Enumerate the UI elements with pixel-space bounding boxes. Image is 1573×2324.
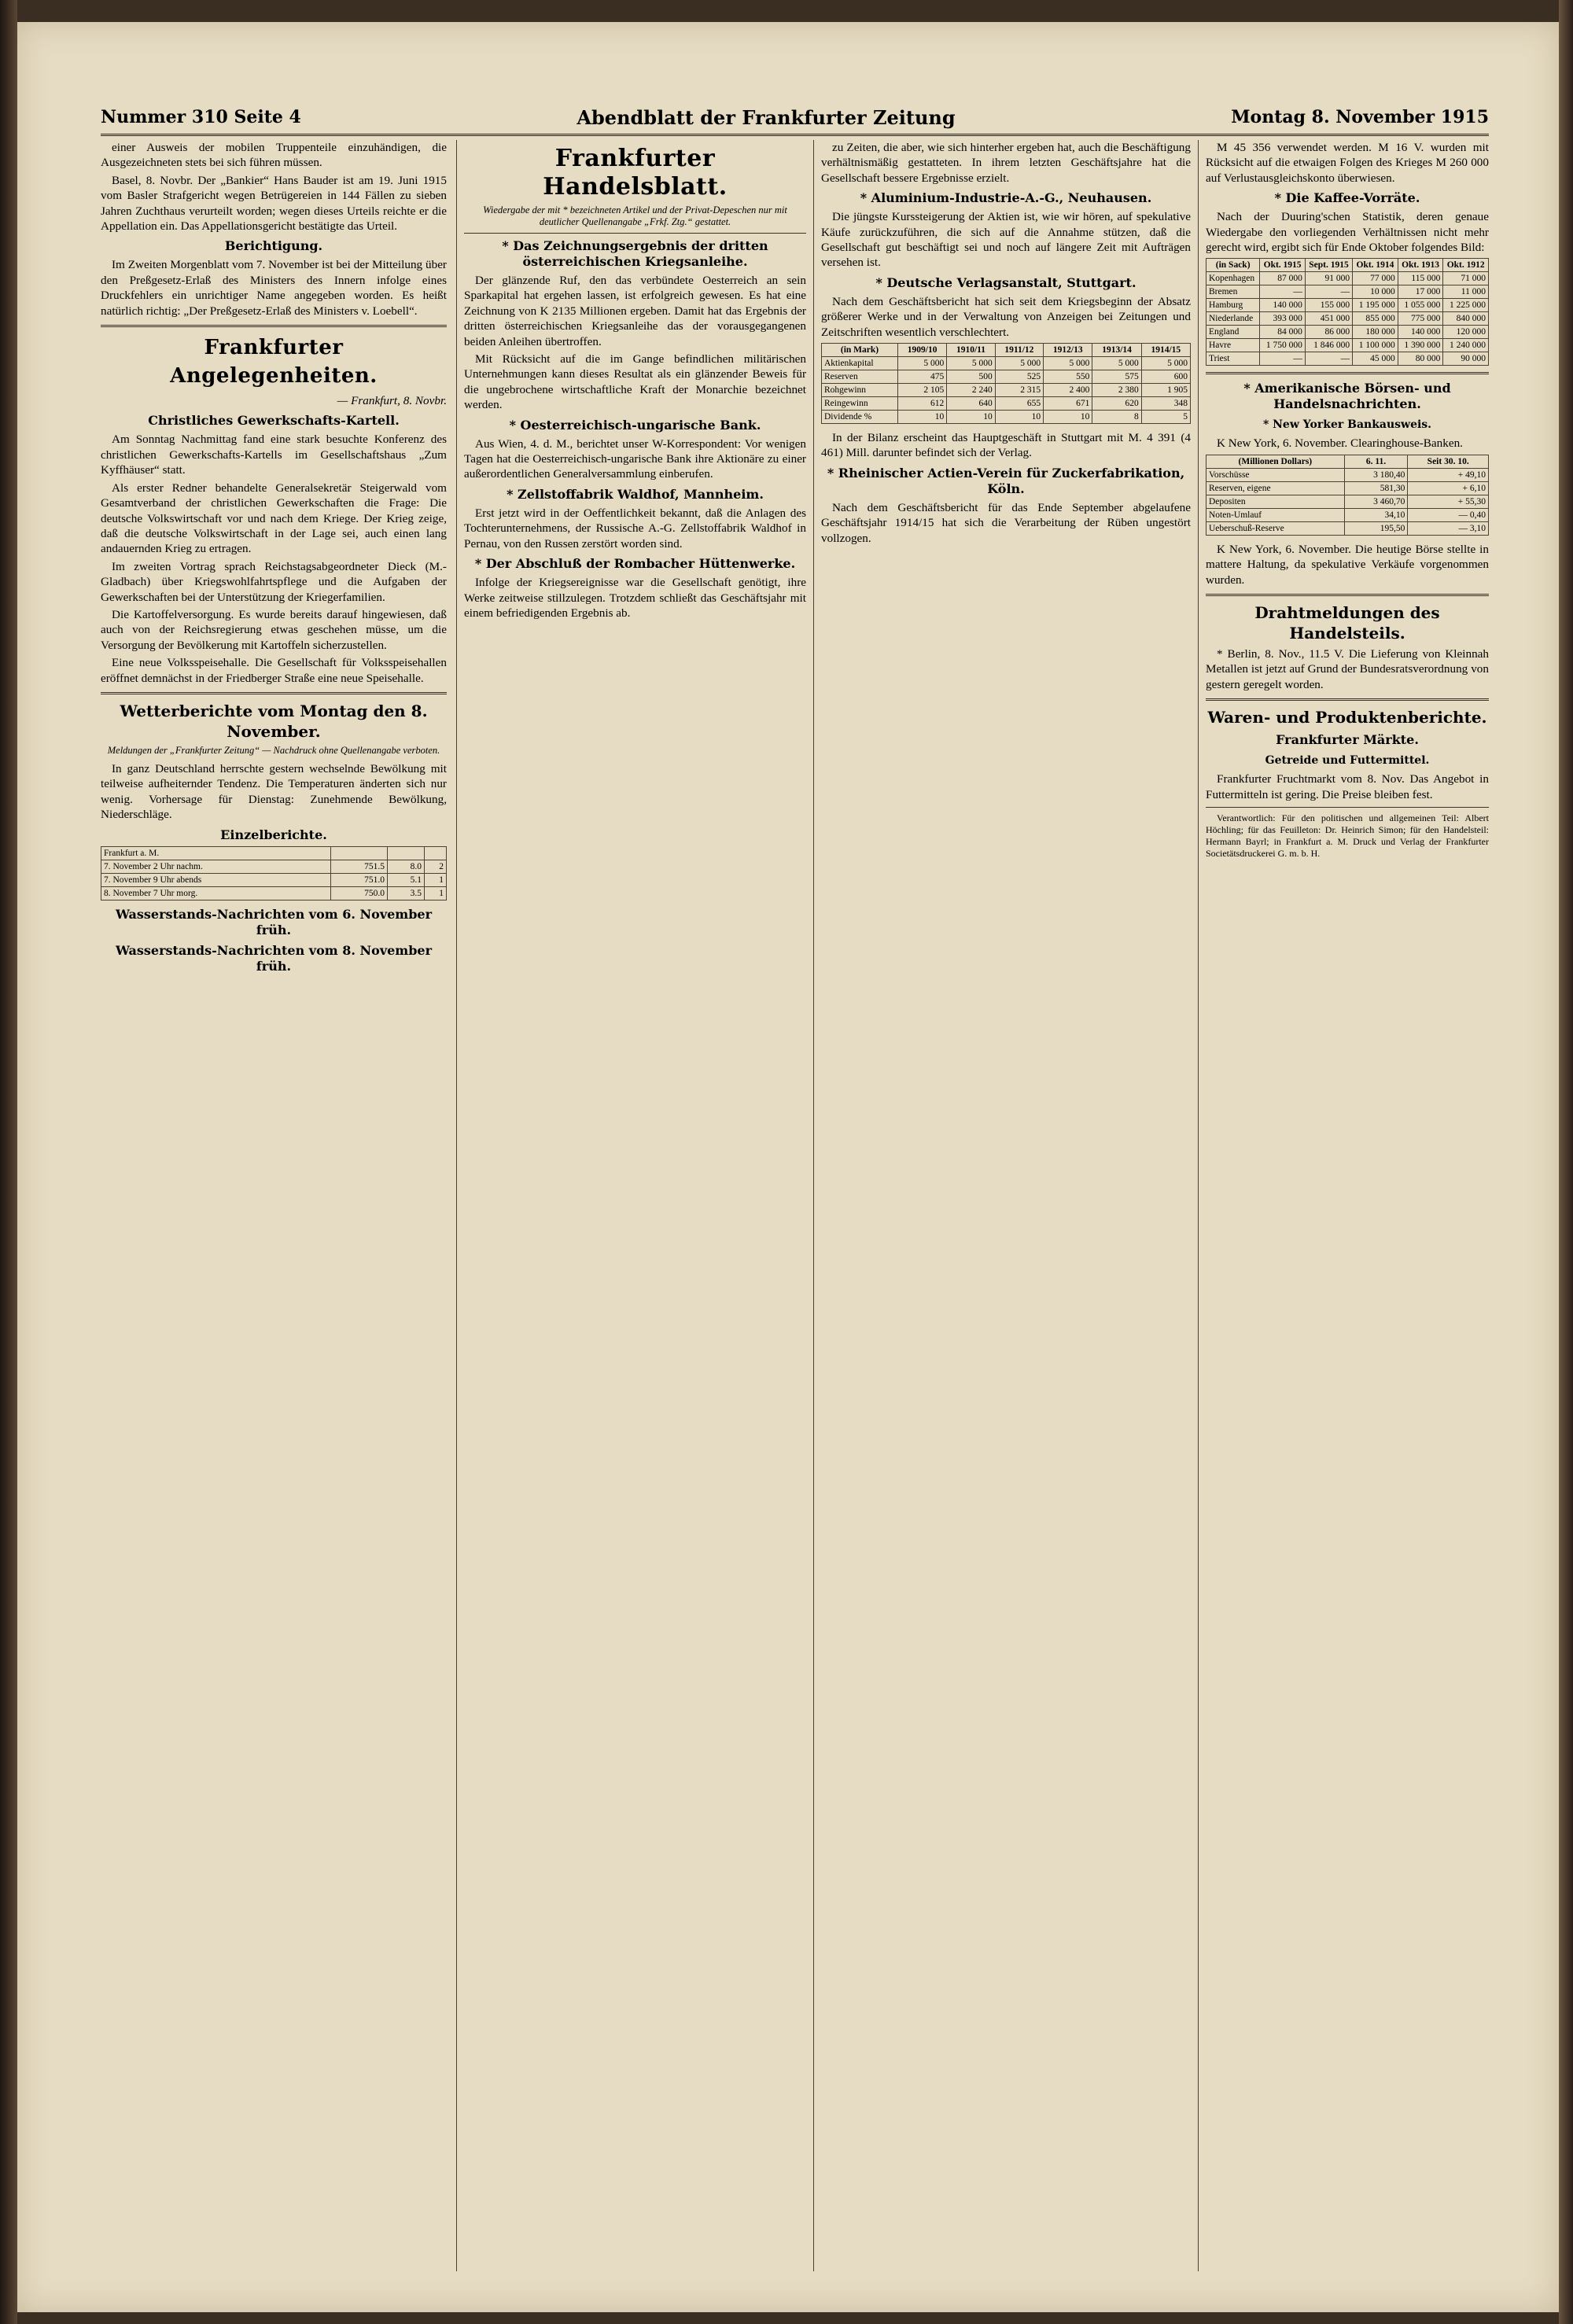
section-title: * Amerikanische Börsen- und Handelsnachrichten. xyxy=(1243,381,1451,412)
table-row xyxy=(101,846,447,860)
table-cell: 393 000 xyxy=(1260,312,1306,326)
table-cell: 600 xyxy=(1141,370,1190,384)
table-header: Okt. 1914 xyxy=(1353,259,1398,272)
article-title: * New Yorker Bankausweis. xyxy=(1262,418,1432,432)
table-cell: 840 000 xyxy=(1443,312,1489,326)
table-cell: Triest xyxy=(1206,352,1260,366)
table-cell: 5 xyxy=(1141,411,1190,424)
table-header: 1909/10 xyxy=(897,344,946,357)
table-cell: 671 xyxy=(1044,397,1092,411)
table-row xyxy=(822,397,1191,411)
article-paragraph: Mit Rücksicht auf die im Gange befindlichen militärischen Unternehmungen kann dieses Resultat als ein glänzender Beweis für die ungebrochene wirtschaftliche Kraft der Monarchie bezeichnet werden. xyxy=(464,352,806,412)
table-cell: Dividende % xyxy=(822,411,898,424)
article-title: * Aluminium-Industrie-A.-G., Neuhausen. xyxy=(860,190,1152,206)
table-cell: 8. November 7 Uhr morg. xyxy=(101,886,331,900)
table-cell: 86 000 xyxy=(1305,326,1352,339)
table-cell: 7. November 9 Uhr abends xyxy=(101,873,331,886)
table-cell: 2 315 xyxy=(995,384,1043,397)
table-row xyxy=(822,357,1191,370)
divider xyxy=(1206,807,1489,808)
weather-table xyxy=(101,846,447,901)
table-row xyxy=(1206,481,1489,495)
balance-table xyxy=(821,343,1191,424)
table-cell: 10 000 xyxy=(1353,285,1398,299)
section-title: Wetterberichte vom Montag den 8. November. xyxy=(120,701,428,741)
table-cell: 155 000 xyxy=(1305,299,1352,312)
section-title: Frankfurter Handelsblatt. xyxy=(543,145,728,201)
table-cell: 180 000 xyxy=(1353,326,1398,339)
imprint: Verantwortlich: Für den politischen und allgemeinen Teil: Albert Höchling; für das Feuilleton: Dr. Heinrich Simon; für den Handelsteil: Hermann Bayrl; in Frankfurt a. M. Druck und Verlag der Frankfurter Societätsdruckerei G. m. b. H. xyxy=(1206,812,1489,860)
table-cell: Ueberschuß-Reserve xyxy=(1206,521,1345,535)
article-paragraph: Aus Wien, 4. d. M., berichtet unser W-Korrespondent: Vor wenigen Tagen hat die Oesterreichisch-ungarische Bank ihre Aktionäre zu einer außerordentlichen Generalversammlung einberufen. xyxy=(464,436,806,481)
section-title: Waren- und Produktenberichte. xyxy=(1207,708,1487,727)
table-cell: — 3,10 xyxy=(1408,521,1489,535)
article-paragraph: Erst jetzt wird in der Oeffentlichkeit bekannt, daß die Anlagen des Tochterunternehmens, der Russische A.-G. Zellstoffabrik Waldhof in Pernau, von den Russen zerstört worden sind. xyxy=(464,506,806,551)
article-paragraph: Die Kartoffelversorgung. Es wurde bereits darauf hingewiesen, daß auch von der Reichsregierung etwas geschehen müsse, um die Versorgung der Bevölkerung mit Kartoffeln sicherzustellen. xyxy=(101,607,447,652)
section-heading: Wasserstands-Nachrichten vom 8. November früh. xyxy=(115,942,433,974)
table-cell: 17 000 xyxy=(1398,285,1443,299)
table-cell: 5 000 xyxy=(897,357,946,370)
divider xyxy=(101,325,447,327)
table-cell: 1 055 000 xyxy=(1398,299,1443,312)
masthead-title: Abendblatt der Frankfurter Zeitung xyxy=(577,105,956,129)
table-cell: Depositen xyxy=(1206,495,1345,508)
table-cell: 612 xyxy=(897,397,946,411)
table-cell: 581,30 xyxy=(1344,481,1408,495)
table-cell: — xyxy=(1305,352,1352,366)
table-cell: Reingewinn xyxy=(822,397,898,411)
bank-table xyxy=(1206,455,1489,536)
table-cell: 1 750 000 xyxy=(1260,339,1306,352)
table-cell: + 49,10 xyxy=(1408,468,1489,481)
table-cell: 115 000 xyxy=(1398,272,1443,285)
table-cell: 11 000 xyxy=(1443,285,1489,299)
table-cell: 575 xyxy=(1092,370,1141,384)
scan-edge-left xyxy=(0,0,17,2324)
table-cell: Vorschüsse xyxy=(1206,468,1345,481)
article-title: * Das Zeichnungsergebnis der dritten österreichischen Kriegsanleihe. xyxy=(502,238,768,269)
table-header: Sept. 1915 xyxy=(1305,259,1352,272)
table-cell: 84 000 xyxy=(1260,326,1306,339)
table-cell: 5 000 xyxy=(1141,357,1190,370)
article-paragraph: K New York, 6. November. Clearinghouse-Banken. xyxy=(1217,436,1463,451)
table-cell: Niederlande xyxy=(1206,312,1260,326)
table-cell: 140 000 xyxy=(1260,299,1306,312)
table-cell: 3.5 xyxy=(388,886,425,900)
table-cell: 120 000 xyxy=(1443,326,1489,339)
table-row xyxy=(101,873,447,886)
table-row xyxy=(1206,521,1489,535)
table-cell xyxy=(388,846,425,860)
table-row xyxy=(1206,299,1489,312)
table-cell: + 6,10 xyxy=(1408,481,1489,495)
table-cell: 5 000 xyxy=(1044,357,1092,370)
table-cell: — xyxy=(1305,285,1352,299)
table-row xyxy=(1206,339,1489,352)
table-cell: + 55,30 xyxy=(1408,495,1489,508)
table-cell: 1 xyxy=(424,873,446,886)
table-header: (Millionen Dollars) xyxy=(1206,455,1345,468)
table-header: 1910/11 xyxy=(947,344,995,357)
table-cell: 45 000 xyxy=(1353,352,1398,366)
table-cell: 775 000 xyxy=(1398,312,1443,326)
table-cell: 90 000 xyxy=(1443,352,1489,366)
table-cell: 10 xyxy=(995,411,1043,424)
table-row xyxy=(1206,508,1489,521)
table-cell: 2 240 xyxy=(947,384,995,397)
table-cell: 2 400 xyxy=(1044,384,1092,397)
table-cell xyxy=(330,846,387,860)
article-subtitle: Getreide und Futtermittel. xyxy=(1265,754,1430,768)
article-paragraph: zu Zeiten, die aber, wie sich hinterher ergeben hat, auch die Beschäftigung verhältnismäßig gestatteten. In ihrem letzten Geschäftsjahre hat die Gesellschaft bessere Ergebnisse erzielt. xyxy=(821,141,1191,185)
table-cell: England xyxy=(1206,326,1260,339)
section-subtitle: Wiedergabe der mit * bezeichneten Artikel und der Privat-Depeschen nur mit deutlicher Quellenangabe „Frkf. Ztg.“ gestattet. xyxy=(483,204,787,227)
table-header: Okt. 1913 xyxy=(1398,259,1443,272)
table-cell: Kopenhagen xyxy=(1206,272,1260,285)
article-paragraph: Als erster Redner behandelte Generalsekretär Steigerwald vom Gesamtverband der christlichen Gewerkschaften die Frage: Die deutsche Volkswirtschaft vor und nach dem Kriege. Der Krieg zeige, daß die deutsche Volkswirtschaft in der Lage sei, auch einen lang andauernden Krieg zu ertragen. xyxy=(101,481,447,556)
article-paragraph: Nach der Duuring'schen Statistik, deren genaue Wiedergabe den vorliegenden Verhältnissen nicht mehr gerecht wird, ergibt sich für Ende Oktober folgendes Bild: xyxy=(1206,210,1489,255)
article-paragraph: Basel, 8. Novbr. Der „Bankier“ Hans Bauder ist am 19. Juni 1915 vom Basler Strafgericht wegen Betrügereien in 144 Fällen zu sieben Jahren Zuchthaus verurteilt worden; wegen dieses Urteils reichte er die Appellation ein. Das Appellationsgericht bestätigte das Urteil. xyxy=(101,173,447,234)
table-header: 1913/14 xyxy=(1092,344,1141,357)
table-row xyxy=(822,411,1191,424)
table-header: 1912/13 xyxy=(1044,344,1092,357)
table-row xyxy=(1206,272,1489,285)
table-cell: 550 xyxy=(1044,370,1092,384)
column-rule xyxy=(813,140,814,2271)
table-row xyxy=(1206,285,1489,299)
table-cell: 1 100 000 xyxy=(1353,339,1398,352)
table-cell: 348 xyxy=(1141,397,1190,411)
table-cell xyxy=(424,846,446,860)
table-cell: 2 380 xyxy=(1092,384,1141,397)
table-cell: 1 905 xyxy=(1141,384,1190,397)
table-cell: 8 xyxy=(1092,411,1141,424)
table-cell: 140 000 xyxy=(1398,326,1443,339)
column-1 xyxy=(101,140,447,2279)
table-header-row xyxy=(1206,455,1489,468)
table-row xyxy=(822,370,1191,384)
article-title: * Die Kaffee-Vorräte. xyxy=(1274,190,1420,206)
table-header: 6. 11. xyxy=(1344,455,1408,468)
section-subtitle: Meldungen der „Frankfurter Zeitung“ — Nachdruck ohne Quellenangabe verboten. xyxy=(107,744,440,756)
table-cell: 91 000 xyxy=(1305,272,1352,285)
section-heading: Berichtigung. xyxy=(224,238,323,254)
article-title: * Rheinischer Actien-Verein für Zuckerfabrikation, Köln. xyxy=(827,465,1185,496)
article-paragraph: M 45 356 verwendet werden. M 16 V. wurden mit Rücksicht auf die etwaigen Folgen des Krieges M 260 000 auf Verlustausgleichskonto überwiesen. xyxy=(1206,141,1489,185)
table-row xyxy=(1206,312,1489,326)
table-header-row xyxy=(822,344,1191,357)
article-paragraph: * Berlin, 8. Nov., 11.5 V. Die Lieferung von Kleinnah Metallen ist jetzt auf Grund der Bundesratsverordnung von gestern geregelt worden. xyxy=(1206,647,1489,691)
table-cell: 8.0 xyxy=(388,860,425,873)
article-paragraph: einer Ausweis der mobilen Truppenteile einzuhändigen, die Ausgezeichneten stets bei sich führen müssen. xyxy=(101,141,447,170)
table-cell: 750.0 xyxy=(330,886,387,900)
column-rule xyxy=(456,140,457,2271)
table-cell: 1 240 000 xyxy=(1443,339,1489,352)
table-cell: 195,50 xyxy=(1344,521,1408,535)
table-cell: Reserven xyxy=(822,370,898,384)
table-cell: Rohgewinn xyxy=(822,384,898,397)
table-cell: 10 xyxy=(947,411,995,424)
table-cell: Frankfurt a. M. xyxy=(101,846,331,860)
table-header: 1914/15 xyxy=(1141,344,1190,357)
table-cell: 500 xyxy=(947,370,995,384)
article-title: Christliches Gewerkschafts-Kartell. xyxy=(148,413,400,429)
table-cell: 620 xyxy=(1092,397,1141,411)
table-cell: 475 xyxy=(897,370,946,384)
table-row xyxy=(1206,468,1489,481)
table-header: (in Mark) xyxy=(822,344,898,357)
table-cell: 5 000 xyxy=(947,357,995,370)
table-cell: 3 460,70 xyxy=(1344,495,1408,508)
table-cell: — xyxy=(1260,285,1306,299)
table-cell: Bremen xyxy=(1206,285,1260,299)
table-cell: 71 000 xyxy=(1443,272,1489,285)
table-cell: 1 225 000 xyxy=(1443,299,1489,312)
table-cell: Noten-Umlauf xyxy=(1206,508,1345,521)
divider xyxy=(1206,594,1489,596)
table-cell: 87 000 xyxy=(1260,272,1306,285)
table-cell: Aktienkapital xyxy=(822,357,898,370)
section-title: Frankfurter Angelegenheiten. xyxy=(170,336,378,389)
table-cell: 1 195 000 xyxy=(1353,299,1398,312)
table-cell: 525 xyxy=(995,370,1043,384)
table-row xyxy=(101,886,447,900)
article-paragraph: Die jüngste Kurssteigerung der Aktien ist, wie wir hören, auf spekulative Käufe zurückzuführen, die sich auf die Annahme stützen, daß die Gesellschaft gut beschäftigt sei und noch auf längere Zeit mit Aufträgen versehen ist. xyxy=(821,210,1191,270)
article-paragraph: In ganz Deutschland herrschte gestern wechselnde Bewölkung mit teilweise aufheiternder Tendenz. Die Temperaturen änderten sich nur wenig. Vorhersage für Dienstag: Zunehmende Bewölkung, Niederschläge. xyxy=(101,761,447,822)
table-row xyxy=(1206,326,1489,339)
table-cell: 5 000 xyxy=(1092,357,1141,370)
article-paragraph: Im Zweiten Morgenblatt vom 7. November ist bei der Mitteilung über den Preßgesetz-Erlaß des Ministers des Innern infolge eines Druckfehlers ein unrichtiger Name angegeben worden. Es heißt natürlich richtig: „Der Preßgesetz-Erlaß des Ministers v. Loebell“. xyxy=(101,258,447,318)
table-cell: 10 xyxy=(1044,411,1092,424)
table-cell: 655 xyxy=(995,397,1043,411)
table-cell: 5 000 xyxy=(995,357,1043,370)
article-paragraph: Nach dem Geschäftsbericht hat sich seit dem Kriegsbeginn der Absatz größerer Werke und in der Verwaltung von Anzeigen bei Zeitungen und Zeitschriften wesentlich verschlechtert. xyxy=(821,294,1191,339)
table-header: Seit 30. 10. xyxy=(1408,455,1489,468)
section-heading: Wasserstands-Nachrichten vom 6. November früh. xyxy=(115,906,433,937)
article-paragraph: Nach dem Geschäftsbericht für das Ende September abgelaufene Geschäftsjahr 1914/15 hat sich die Verarbeitung der Rüben ungestört vollzogen. xyxy=(821,500,1191,545)
table-cell: 10 xyxy=(897,411,946,424)
table-cell: 77 000 xyxy=(1353,272,1398,285)
coffee-table xyxy=(1206,258,1489,366)
table-header: Okt. 1915 xyxy=(1260,259,1306,272)
table-cell: 751.5 xyxy=(330,860,387,873)
article-title: * Oesterreichisch-ungarische Bank. xyxy=(509,417,761,433)
article-paragraph: In der Bilanz erscheint das Hauptgeschäft in Stuttgart mit M. 4 391 (4 461) Mill. darunter befindet sich der Verlag. xyxy=(821,431,1191,460)
table-row xyxy=(101,860,447,873)
masthead xyxy=(101,101,1489,136)
column-rule xyxy=(1198,140,1199,2271)
table-cell: 80 000 xyxy=(1398,352,1443,366)
table-title: Einzelberichte. xyxy=(220,827,327,842)
table-cell: — 0,40 xyxy=(1408,508,1489,521)
table-cell: 5.1 xyxy=(388,873,425,886)
article-title: * Zellstoffabrik Waldhof, Mannheim. xyxy=(507,486,764,502)
table-row xyxy=(822,384,1191,397)
table-cell: — xyxy=(1260,352,1306,366)
table-cell: 1 846 000 xyxy=(1305,339,1352,352)
table-header: (in Sack) xyxy=(1206,259,1260,272)
table-cell: 7. November 2 Uhr nachm. xyxy=(101,860,331,873)
article-paragraph: Infolge der Kriegsereignisse war die Gesellschaft genötigt, ihre Werke zeitweise stillzulegen. Trotzdem schließt das Geschäftsjahr mit einem befriedigenden Ergebnis ab. xyxy=(464,576,806,620)
column-3 xyxy=(821,140,1191,2279)
article-title: Frankfurter Märkte. xyxy=(1276,732,1419,748)
table-cell: 2 xyxy=(424,860,446,873)
section-title: Drahtmeldungen des Handelsteils. xyxy=(1254,603,1440,643)
table-cell: 1 xyxy=(424,886,446,900)
article-paragraph: Eine neue Volksspeisehalle. Die Gesellschaft für Volksspeisehallen eröffnet demnächst in der Friedberger Straße eine neue Speisehalle. xyxy=(101,656,447,685)
table-cell: 640 xyxy=(947,397,995,411)
table-cell: 751.0 xyxy=(330,873,387,886)
table-cell: 3 180,40 xyxy=(1344,468,1408,481)
scan-edge-right xyxy=(1559,0,1573,2324)
table-cell: 855 000 xyxy=(1353,312,1398,326)
divider xyxy=(101,692,447,694)
table-cell: 451 000 xyxy=(1305,312,1352,326)
table-cell: 34,10 xyxy=(1344,508,1408,521)
masthead-issue: Nummer 310 Seite 4 xyxy=(101,107,301,127)
table-row xyxy=(1206,495,1489,508)
article-title: * Deutsche Verlagsanstalt, Stuttgart. xyxy=(875,274,1136,290)
table-cell: 2 105 xyxy=(897,384,946,397)
table-cell: Havre xyxy=(1206,339,1260,352)
table-cell: 1 390 000 xyxy=(1398,339,1443,352)
table-cell: Hamburg xyxy=(1206,299,1260,312)
article-title: * Der Abschluß der Rombacher Hüttenwerke. xyxy=(474,556,796,572)
table-cell: Reserven, eigene xyxy=(1206,481,1345,495)
table-header: Okt. 1912 xyxy=(1443,259,1489,272)
article-paragraph: Frankfurter Fruchtmarkt vom 8. Nov. Das Angebot in Futtermitteln ist gering. Die Preise bleiben fest. xyxy=(1206,772,1489,801)
divider xyxy=(1206,372,1489,374)
table-header-row xyxy=(1206,259,1489,272)
column-2 xyxy=(464,140,806,2279)
article-paragraph: Im zweiten Vortrag sprach Reichstagsabgeordneter Dieck (M.-Gladbach) über Kriegswohlfahrtspflege und die Aufgaben der Gewerkschaften bei der Unterstützung der Kriegerfamilien. xyxy=(101,559,447,604)
divider xyxy=(1206,698,1489,701)
masthead-date: Montag 8. November 1915 xyxy=(1231,107,1489,127)
table-row xyxy=(1206,352,1489,366)
table-header: 1911/12 xyxy=(995,344,1043,357)
column-4 xyxy=(1206,140,1489,2279)
article-paragraph: Am Sonntag Nachmittag fand eine stark besuchte Konferenz des christlichen Gewerkschafts-Kartells im Gesellschaftshaus „Zum Kyffhäuser“ statt. xyxy=(101,433,447,477)
dateline: — Frankfurt, 8. Novbr. xyxy=(337,394,447,408)
divider xyxy=(464,233,806,234)
article-paragraph: K New York, 6. November. Die heutige Börse stellte in mattere Haltung, da spekulative Verkäufe vorgenommen wurden. xyxy=(1206,542,1489,587)
article-paragraph: Der glänzende Ruf, den das verbündete Oesterreich an sein Sparkapital hat ergehen lassen, ist erfolgreich gewesen. Es hat eine Zeichnung von K 2135 Millionen ergeben. Damit hat das Ergebnis der dritten österreichischen Kriegsanleihe das der vorausgegangenen beiden Anleihen übertroffen. xyxy=(464,274,806,348)
